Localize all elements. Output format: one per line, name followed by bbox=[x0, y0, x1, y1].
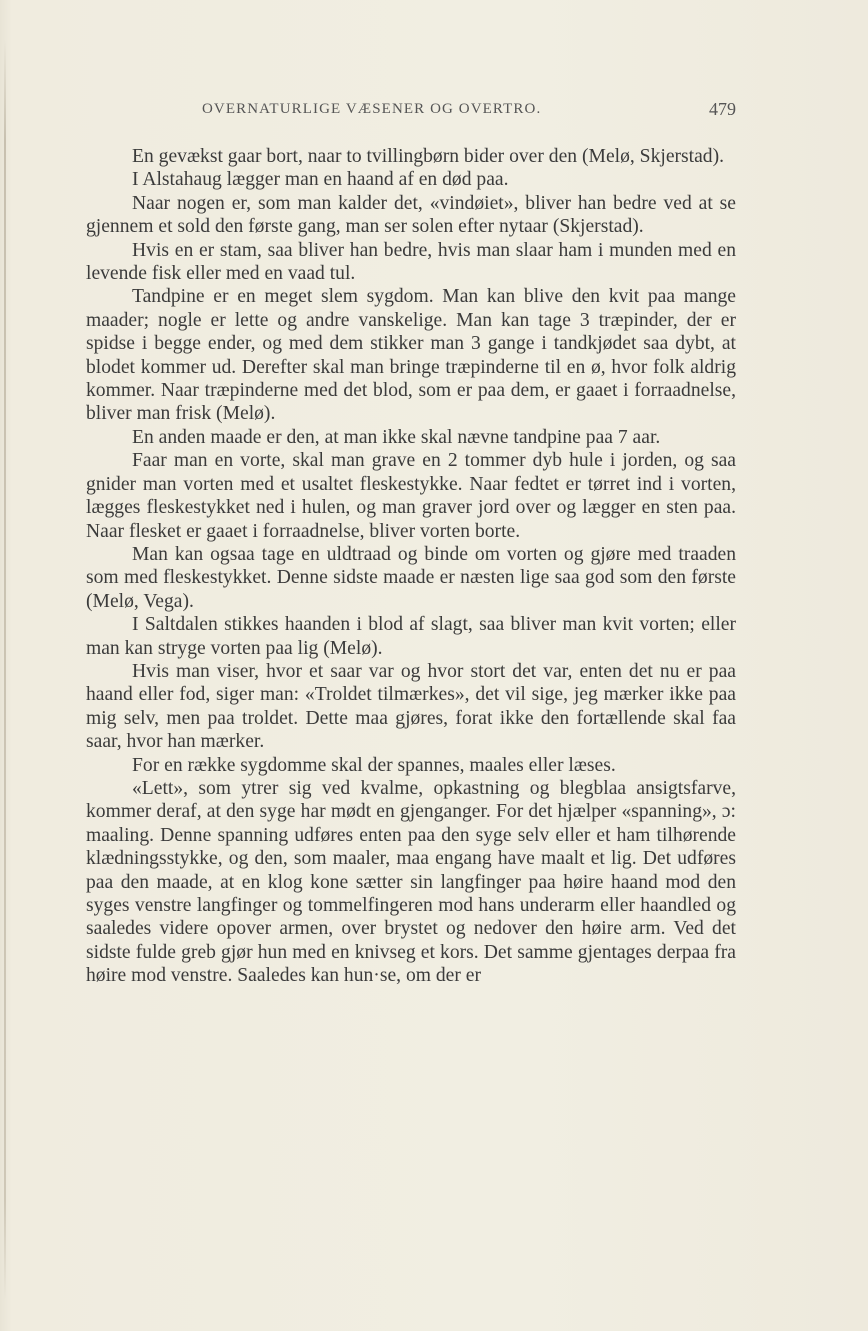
page-number: 479 bbox=[709, 99, 736, 119]
paragraph: I Saltdalen stikkes haanden i blod af slagt, saa bliver man kvit vorten; eller man kan stryge vorten paa lig (Melø). bbox=[86, 614, 736, 659]
paragraph: Man kan ogsaa tage en uldtraad og binde om vorten og gjøre med traaden som med fleskestykket. Denne sidste maade er næsten lige saa god som den første (Melø, Vega). bbox=[86, 543, 736, 612]
running-title: OVERNATURLIGE VÆSENER OG OVERTRO. bbox=[202, 101, 542, 117]
body-text bbox=[86, 145, 736, 988]
paragraph: «Lett», som ytrer sig ved kvalme, opkastning og blegblaa ansigtsfarve, kommer deraf, at den syge har mødt en gjenganger. For det hjælper «spanning», ɔ: maaling. Denne spanning udføres enten paa den syge selv eller et ham tilhørende klædningsstykke, og den, som maaler, maa engang have maalt et lig. Det udføres paa den maade, at en klog kone sætter sin langfinger paa høire haand mod den syges venstre langfinger og tommelfingeren mod hans underarm eller haandled og saaledes videre opover armen, over brystet og nedover den høire arm. Ved det sidste fulde greb gjør hun med en knivseg et kors. Det samme gjentages derpaa fra høire mod venstre. Saaledes kan hun·se, om der er bbox=[86, 777, 736, 987]
paragraph: Hvis man viser, hvor et saar var og hvor stort det var, enten det nu er paa haand eller fod, siger man: «Troldet tilmærkes», det vil sige, jeg mærker ikke paa mig selv, men paa troldet. Dette maa gjøres, forat ikke den fortællende skal faa saar, hvor han mærker. bbox=[86, 660, 736, 753]
paragraph: En gevækst gaar bort, naar to tvillingbørn bider over den (Melø, Skjerstad). bbox=[132, 146, 725, 167]
paragraph: Tandpine er en meget slem sygdom. Man kan blive den kvit paa mange maader; nogle er lette og andre vanskelige. Man kan tage 3 træpinder, der er spidse i begge ender, og med dem stikker man 3 gange i tandkjødet saa dybt, at blodet kommer ud. Derefter skal man bringe træpinderne til en ø, hvor folk aldrig kommer. Naar træpinderne med det blod, som er paa dem, er gaaet i forraadnelse, bliver man frisk (Melø). bbox=[86, 286, 736, 425]
page-edge-shadow bbox=[4, 40, 6, 1300]
paragraph: Naar nogen er, som man kalder det, «vindøiet», bliver han bedre ved at se gjennem et sold den første gang, man ser solen efter nytaar (Skjerstad). bbox=[86, 192, 736, 238]
paragraph: I Alstahaug lægger man en haand af en død paa. bbox=[132, 169, 509, 191]
paragraph: For en række sygdomme skal der spannes, maales eller læses. bbox=[132, 754, 616, 776]
paragraph: Faar man en vorte, skal man grave en 2 tommer dyb hule i jorden, og saa gnider man vorten med et usaltet fleskestykke. Naar fedtet er tørret ind i vorten, lægges fleskestykket ned i hulen, og man graver jord over og lægger en sten paa. Naar flesket er gaaet i forraadnelse, bliver vorten borte. bbox=[86, 450, 736, 542]
paragraph: En anden maade er den, at man ikke skal nævne tandpine paa 7 aar. bbox=[132, 426, 661, 448]
paragraph: Hvis en er stam, saa bliver han bedre, hvis man slaar ham i munden med en levende fisk eller med en vaad tul. bbox=[86, 239, 736, 285]
